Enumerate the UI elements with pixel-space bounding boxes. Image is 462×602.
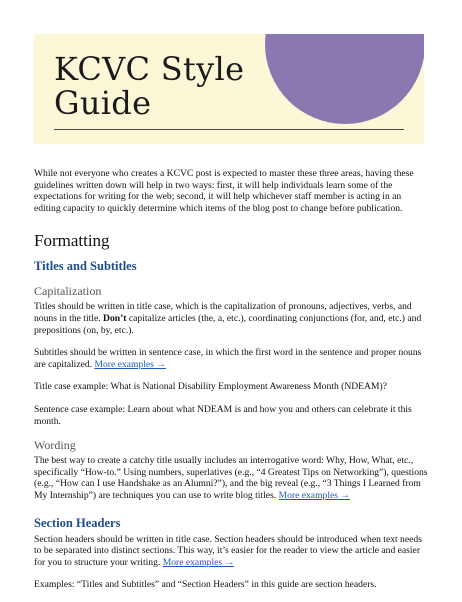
section-headers-paragraph <box>34 534 428 569</box>
section-headers-heading: Section Headers <box>34 515 121 530</box>
header-banner <box>34 34 424 144</box>
section-headers-examples: Examples: “Titles and Subtitles” and “Section Headers” in this guide are section headers. <box>34 579 377 591</box>
capitalization-heading: Capitalization <box>34 284 102 299</box>
title-underline <box>54 129 404 130</box>
title-case-example: Title case example: What is National Disability Employment Awareness Month (NDEAM)? <box>34 381 387 393</box>
title-case-text-end: capitalize articles (the, a, etc.), coordinating conjunctions (for, and, etc.) and prepositions (on, by, etc.). <box>34 312 422 336</box>
title-line-1: KCVC Style <box>54 50 245 88</box>
wording-heading: Wording <box>34 438 76 453</box>
page-title <box>54 52 244 120</box>
intro-paragraph: While not everyone who creates a KCVC post is expected to master these three areas, having these guidelines written down will help in two ways: first, it will help individuals learn some of the expectations for writing for the web; second, it will help whichever staff member is acting in an editing capacity to quickly determine which items of the blog post to change before publication. <box>34 168 414 214</box>
wording-more-examples-link[interactable]: More examples → <box>278 489 350 501</box>
title-case-paragraph <box>34 301 428 336</box>
document-body <box>34 168 428 602</box>
formatting-heading: Formatting <box>34 231 110 251</box>
sentence-case-paragraph <box>34 347 428 370</box>
title-case-text: Titles should be written in title case, which is the capitalization of pronouns, adjectives, verbs, and nouns in the title. <box>34 301 412 324</box>
decorative-circle <box>265 34 424 124</box>
sentence-case-example: Sentence case example: Learn about what NDEAM is and how you and others can celebrate it this month. <box>34 403 412 427</box>
titles-subtitles-heading: Titles and Subtitles <box>34 259 137 274</box>
section-headers-text: Section headers should be written in title case. Section headers should be introduced when text needs to be separated into distinct sections. This way, it’s easier for the reader to view the article and easier for you to structure your writing. <box>34 533 422 568</box>
wording-text: The best way to create a catchy title usually includes an interrogative word: Why, How, What, etc., specifically “How-to.” Using numbers, superlatives (e.g., “4 Greatest Tips on Networking”), questions (e.g., “How can I use Handshake as an Alumni?”), and the big reveal (e.g., “3 Things I Learned from My Internship”) are techniques you can use to write blog titles. <box>34 455 428 501</box>
dont-emphasis: Don’t <box>103 312 127 324</box>
capitalization-more-examples-link[interactable]: More examples → <box>94 358 166 370</box>
title-line-2: Guide <box>54 84 152 122</box>
section-headers-more-examples-link[interactable]: More examples → <box>162 556 235 568</box>
sentence-case-text: Subtitles should be written in sentence case, in which the first word in the sentence and proper nouns are capitalized. <box>34 347 422 370</box>
wording-paragraph <box>34 455 428 501</box>
